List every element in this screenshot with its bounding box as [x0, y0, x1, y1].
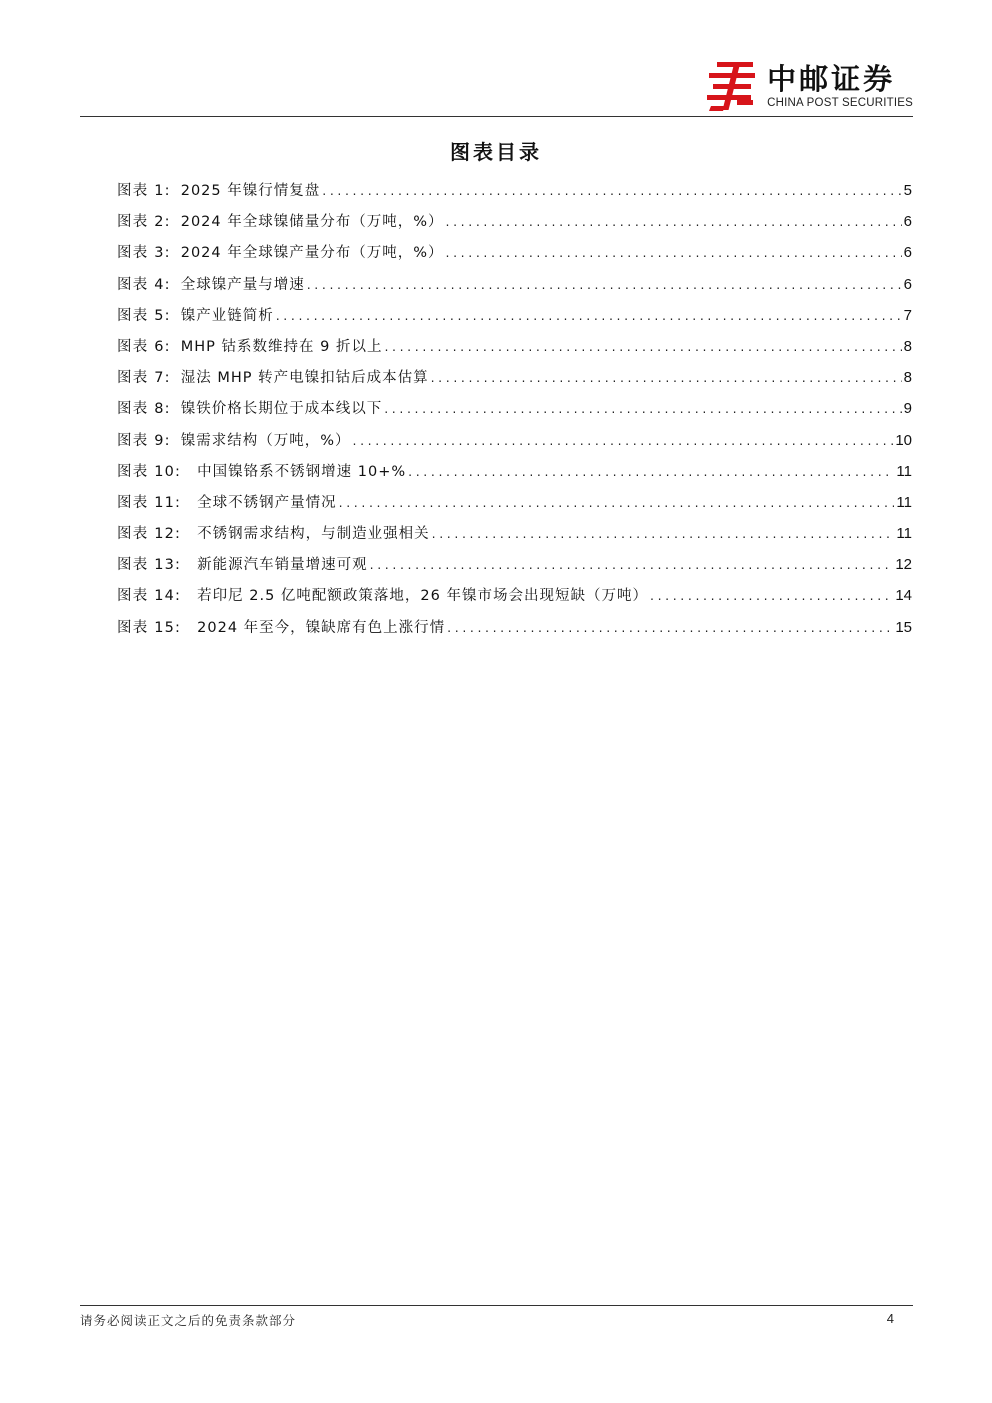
toc-entry-title: 2024 年至今，镍缺席有色上涨行情	[197, 619, 446, 636]
toc-dot-leader	[353, 430, 894, 452]
toc-entry[interactable]	[117, 523, 912, 554]
toc-entry[interactable]	[117, 336, 912, 367]
toc-entry-title: 镍铁价格长期位于成本线以下	[180, 401, 383, 418]
toc-entry-title: 若印尼 2.5 亿吨配额政策落地，26 年镍市场会出现短缺（万吨）	[197, 588, 648, 605]
toc-entry-label: 图表 8:	[117, 401, 171, 418]
toc-entry-label: 图表 14:	[117, 588, 182, 605]
toc-entry-title: 新能源汽车销量增速可观	[197, 557, 368, 574]
toc-entry-page: 7	[903, 306, 912, 324]
toc-dot-leader	[384, 336, 901, 358]
toc-entry[interactable]	[117, 211, 912, 242]
toc-dot-leader	[446, 242, 902, 264]
toc-dot-leader	[339, 492, 895, 514]
toc-entry-title: 2024 年全球镍产量分布（万吨，%）	[180, 245, 444, 262]
toc-entry-page: 10	[895, 431, 912, 449]
toc-entry-label: 图表 1:	[117, 183, 171, 199]
toc-entry[interactable]	[117, 305, 912, 336]
brand-logo	[707, 56, 913, 116]
toc-entry-label: 图表 7:	[117, 370, 171, 387]
toc-entry-page: 6	[903, 213, 912, 231]
toc-entry[interactable]	[117, 180, 912, 211]
toc-dot-leader	[431, 367, 902, 389]
toc-entry-title: 2025 年镍行情复盘	[180, 183, 321, 199]
toc-entry-page: 8	[903, 369, 912, 387]
toc-entry[interactable]	[117, 617, 912, 648]
toc-dot-leader	[447, 617, 893, 639]
toc-entry-title: MHP 钴系数维持在 9 折以上	[180, 338, 383, 355]
toc-entry-page: 11	[896, 462, 912, 480]
disclaimer-note: 请务必阅读正文之后的免责条款部分	[80, 1313, 297, 1328]
toc-entry-label: 图表 11:	[117, 494, 182, 511]
toc-entry[interactable]	[117, 367, 912, 398]
toc-entry-page: 5	[903, 182, 912, 199]
toc-entry-title: 湿法 MHP 转产电镍扣钴后成本估算	[180, 370, 429, 387]
toc-dot-leader	[432, 523, 895, 545]
toc-entry-title: 2024 年全球镍储量分布（万吨，%）	[180, 214, 444, 231]
toc-entry[interactable]	[117, 461, 912, 492]
toc-entry-label: 图表 9:	[117, 432, 171, 449]
toc-entry-label: 图表 6:	[117, 338, 171, 355]
brand-name-en: CHINA POST SECURITIES	[767, 96, 913, 109]
toc-entry-label: 图表 2:	[117, 214, 171, 231]
toc-entry[interactable]	[117, 492, 912, 523]
toc-entry-title: 镍产业链简析	[180, 307, 274, 324]
toc-entry-label: 图表 3:	[117, 245, 171, 262]
toc-entry[interactable]	[117, 274, 912, 305]
toc-entry[interactable]	[117, 554, 912, 585]
toc-entry-page: 15	[895, 618, 912, 636]
toc-entry-page: 8	[903, 337, 912, 355]
toc-entry[interactable]	[117, 585, 912, 616]
toc-dot-leader	[408, 461, 894, 483]
toc-title: 图表目录	[450, 140, 542, 164]
toc-dot-leader	[384, 398, 901, 420]
toc-dot-leader	[446, 211, 902, 233]
toc-dot-leader	[370, 554, 894, 576]
toc-entry-page: 11	[896, 525, 912, 543]
toc-entry-page: 6	[903, 244, 912, 262]
page-header	[80, 52, 913, 116]
toc-dot-leader	[650, 585, 893, 607]
toc-dot-leader	[276, 305, 902, 327]
header-divider	[80, 116, 913, 117]
toc-list	[117, 180, 912, 648]
toc-dot-leader	[307, 274, 902, 296]
toc-entry-label: 图表 10:	[117, 463, 182, 480]
toc-entry-title: 镍需求结构（万吨，%）	[180, 432, 351, 449]
toc-entry-label: 图表 12:	[117, 526, 182, 543]
toc-dot-leader	[322, 180, 901, 202]
toc-entry-title: 全球镍产量与增速	[180, 276, 305, 293]
footer-divider	[80, 1305, 913, 1306]
toc-entry-title: 全球不锈钢产量情况	[197, 494, 337, 511]
toc-entry-title: 不锈钢需求结构，与制造业强相关	[197, 526, 430, 543]
brand-name-cn: 中邮证券	[767, 61, 896, 96]
toc-entry-page: 11	[896, 493, 912, 511]
toc-entry[interactable]	[117, 430, 912, 461]
toc-entry[interactable]	[117, 398, 912, 429]
toc-entry-label: 图表 13:	[117, 557, 182, 574]
page-number: 4	[886, 1311, 894, 1326]
toc-entry-page: 6	[903, 275, 912, 293]
toc-entry-page: 14	[895, 587, 912, 605]
toc-entry[interactable]	[117, 242, 912, 273]
toc-entry-page: 12	[895, 556, 912, 574]
china-post-logo-icon	[707, 60, 759, 112]
toc-entry-label: 图表 15:	[117, 619, 182, 636]
toc-entry-label: 图表 5:	[117, 307, 171, 324]
toc-entry-label: 图表 4:	[117, 276, 171, 293]
toc-entry-title: 中国镍铬系不锈钢增速 10+%	[197, 463, 407, 480]
toc-entry-page: 9	[903, 400, 912, 418]
